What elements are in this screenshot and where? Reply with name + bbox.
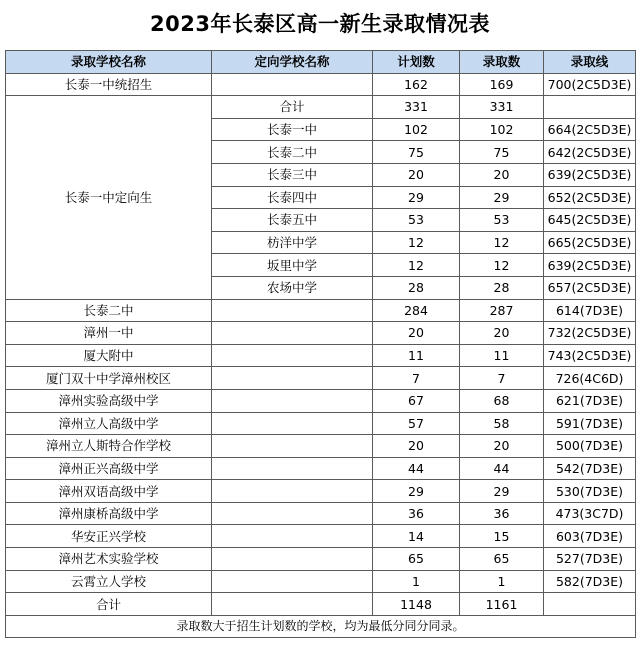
header-row [6, 51, 636, 74]
page-title: 2023年长泰区高一新生录取情况表 [150, 12, 490, 36]
table-row [6, 548, 636, 571]
cutoff-cell: 645(2C5D3E) [544, 209, 636, 232]
cutoff-cell: 603(7D3E) [544, 525, 636, 548]
table-row [6, 502, 636, 525]
school-cell: 漳州立人高级中学 [6, 412, 212, 435]
plan-cell: 1 [373, 570, 460, 593]
table-row [6, 525, 636, 548]
admitted-cell: 169 [460, 73, 544, 96]
directed-school-cell: 长泰五中 [212, 209, 373, 232]
table-row [6, 344, 636, 367]
school-cell: 长泰二中 [6, 299, 212, 322]
admitted-cell: 29 [460, 186, 544, 209]
plan-cell: 20 [373, 163, 460, 186]
directed-school-cell: 长泰三中 [212, 163, 373, 186]
cutoff-cell: 621(7D3E) [544, 389, 636, 412]
cutoff-cell: 732(2C5D3E) [544, 322, 636, 345]
cutoff-cell: 591(7D3E) [544, 412, 636, 435]
admitted-cell: 44 [460, 457, 544, 480]
plan-cell: 75 [373, 141, 460, 164]
directed-school-cell: 长泰二中 [212, 141, 373, 164]
cutoff-cell: 542(7D3E) [544, 457, 636, 480]
admitted-cell: 20 [460, 435, 544, 458]
admitted-cell: 331 [460, 96, 544, 119]
school-cell: 厦大附中 [6, 344, 212, 367]
plan-cell: 67 [373, 389, 460, 412]
school-cell: 长泰一中定向生 [6, 96, 212, 299]
directed-school-cell [212, 435, 373, 458]
plan-cell: 331 [373, 96, 460, 119]
plan-cell: 284 [373, 299, 460, 322]
directed-school-cell [212, 570, 373, 593]
cutoff-cell: 639(2C5D3E) [544, 254, 636, 277]
cutoff-cell [544, 593, 636, 616]
plan-cell: 7 [373, 367, 460, 390]
table-row [6, 389, 636, 412]
total-label-cell: 合计 [6, 593, 212, 616]
cutoff-cell: 530(7D3E) [544, 480, 636, 503]
plan-cell: 53 [373, 209, 460, 232]
table-row [6, 435, 636, 458]
cutoff-cell: 500(7D3E) [544, 435, 636, 458]
admitted-cell: 36 [460, 502, 544, 525]
cutoff-cell: 582(7D3E) [544, 570, 636, 593]
cutoff-cell [544, 96, 636, 119]
total-plan-cell: 1148 [373, 593, 460, 616]
school-cell: 漳州正兴高级中学 [6, 457, 212, 480]
footnote: 录取数大于招生计划数的学校，均为最低分同分同录。 [6, 615, 636, 638]
directed-school-cell [212, 389, 373, 412]
note-row [6, 615, 636, 638]
school-cell: 长泰一中统招生 [6, 73, 212, 96]
plan-cell: 11 [373, 344, 460, 367]
directed-school-cell [212, 367, 373, 390]
directed-school-cell: 农场中学 [212, 276, 373, 299]
admitted-cell: 29 [460, 480, 544, 503]
total-row [6, 593, 636, 616]
table-row [6, 457, 636, 480]
directed-school-cell [212, 73, 373, 96]
table-row [6, 96, 636, 119]
school-cell: 厦门双十中学漳州校区 [6, 367, 212, 390]
header-plan: 计划数 [373, 51, 460, 74]
school-cell: 漳州康桥高级中学 [6, 502, 212, 525]
directed-school-cell [212, 344, 373, 367]
plan-cell: 12 [373, 254, 460, 277]
cutoff-cell: 614(7D3E) [544, 299, 636, 322]
directed-school-cell: 坂里中学 [212, 254, 373, 277]
directed-school-cell: 合计 [212, 96, 373, 119]
directed-school-cell [212, 502, 373, 525]
table-row [6, 367, 636, 390]
school-cell: 云霄立人学校 [6, 570, 212, 593]
admitted-cell: 1 [460, 570, 544, 593]
admitted-cell: 75 [460, 141, 544, 164]
admitted-cell: 68 [460, 389, 544, 412]
cutoff-cell: 700(2C5D3E) [544, 73, 636, 96]
plan-cell: 12 [373, 231, 460, 254]
school-cell: 漳州立人斯特合作学校 [6, 435, 212, 458]
header-admitted: 录取数 [460, 51, 544, 74]
header-directed-school: 定向学校名称 [212, 51, 373, 74]
plan-cell: 28 [373, 276, 460, 299]
plan-cell: 65 [373, 548, 460, 571]
plan-cell: 36 [373, 502, 460, 525]
admitted-cell: 53 [460, 209, 544, 232]
directed-school-cell: 长泰一中 [212, 118, 373, 141]
admitted-cell: 287 [460, 299, 544, 322]
plan-cell: 14 [373, 525, 460, 548]
directed-school-cell [212, 525, 373, 548]
total-admitted-cell: 1161 [460, 593, 544, 616]
admitted-cell: 15 [460, 525, 544, 548]
cutoff-cell: 657(2C5D3E) [544, 276, 636, 299]
cutoff-cell: 639(2C5D3E) [544, 163, 636, 186]
admitted-cell: 12 [460, 231, 544, 254]
plan-cell: 44 [373, 457, 460, 480]
plan-cell: 102 [373, 118, 460, 141]
directed-school-cell: 长泰四中 [212, 186, 373, 209]
table-row [6, 299, 636, 322]
admitted-cell: 20 [460, 322, 544, 345]
school-cell: 漳州一中 [6, 322, 212, 345]
cutoff-cell: 652(2C5D3E) [544, 186, 636, 209]
directed-school-cell [212, 480, 373, 503]
table-row [6, 322, 636, 345]
plan-cell: 162 [373, 73, 460, 96]
header-cutoff: 录取线 [544, 51, 636, 74]
cutoff-cell: 664(2C5D3E) [544, 118, 636, 141]
table-row [6, 570, 636, 593]
table-row [6, 480, 636, 503]
cutoff-cell: 726(4C6D) [544, 367, 636, 390]
plan-cell: 29 [373, 186, 460, 209]
admitted-cell: 11 [460, 344, 544, 367]
plan-cell: 20 [373, 322, 460, 345]
table-row [6, 73, 636, 96]
cutoff-cell: 642(2C5D3E) [544, 141, 636, 164]
directed-school-cell [212, 593, 373, 616]
directed-school-cell: 枋洋中学 [212, 231, 373, 254]
school-cell: 漳州实验高级中学 [6, 389, 212, 412]
admitted-cell: 20 [460, 163, 544, 186]
admitted-cell: 65 [460, 548, 544, 571]
directed-school-cell [212, 322, 373, 345]
admitted-cell: 12 [460, 254, 544, 277]
directed-school-cell [212, 412, 373, 435]
admission-table [5, 50, 636, 638]
cutoff-cell: 743(2C5D3E) [544, 344, 636, 367]
school-cell: 漳州双语高级中学 [6, 480, 212, 503]
table-row [6, 412, 636, 435]
admitted-cell: 28 [460, 276, 544, 299]
cutoff-cell: 473(3C7D) [544, 502, 636, 525]
cutoff-cell: 665(2C5D3E) [544, 231, 636, 254]
admitted-cell: 7 [460, 367, 544, 390]
school-cell: 漳州艺术实验学校 [6, 548, 212, 571]
plan-cell: 20 [373, 435, 460, 458]
admitted-cell: 102 [460, 118, 544, 141]
plan-cell: 57 [373, 412, 460, 435]
directed-school-cell [212, 299, 373, 322]
school-cell: 华安正兴学校 [6, 525, 212, 548]
directed-school-cell [212, 548, 373, 571]
directed-school-cell [212, 457, 373, 480]
header-school: 录取学校名称 [6, 51, 212, 74]
admitted-cell: 58 [460, 412, 544, 435]
cutoff-cell: 527(7D3E) [544, 548, 636, 571]
plan-cell: 29 [373, 480, 460, 503]
